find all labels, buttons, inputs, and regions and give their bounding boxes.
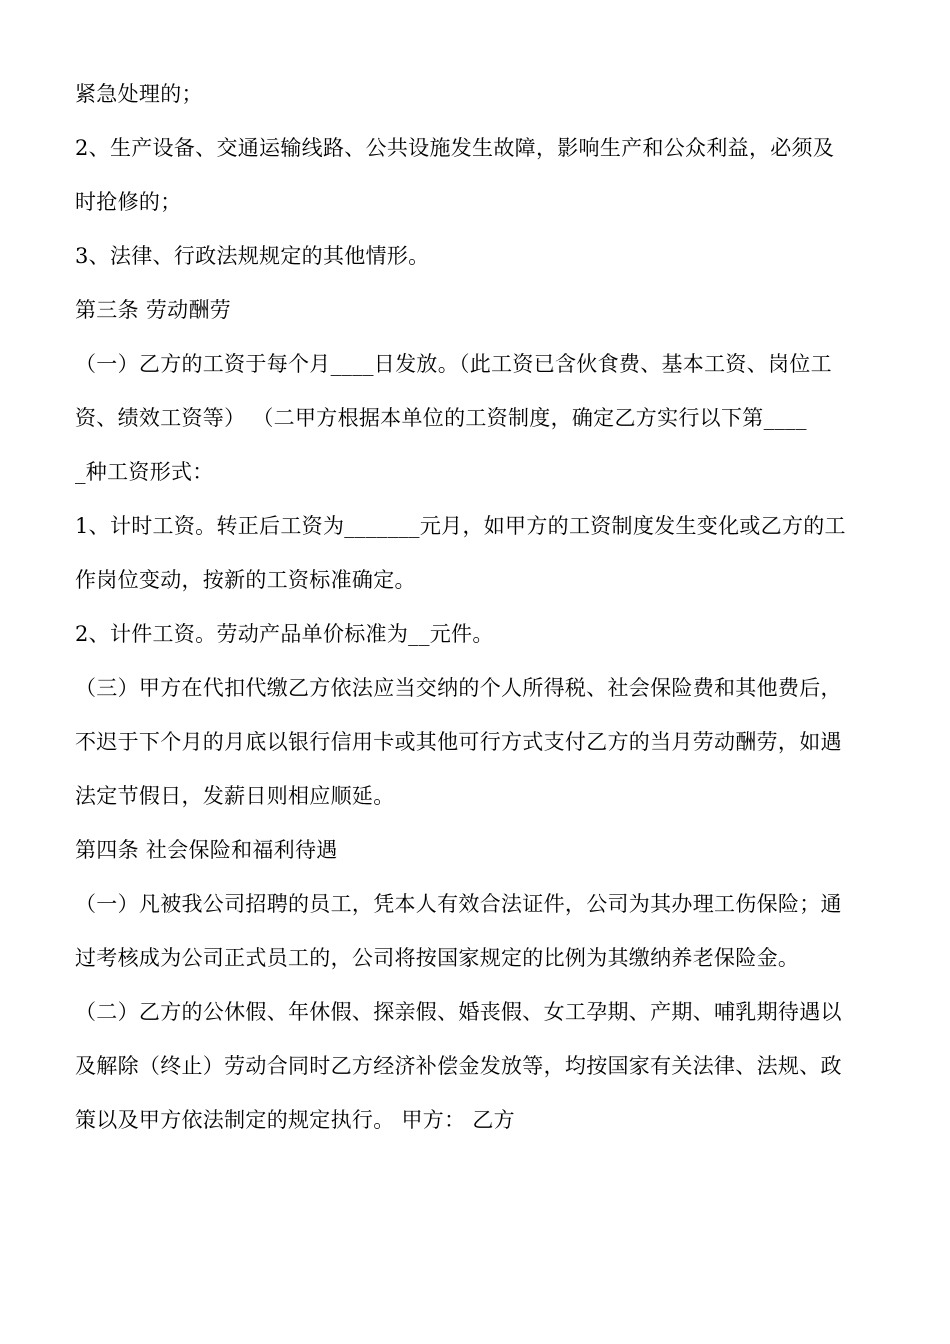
- text-line: （一）乙方的工资于每个月____日发放。（此工资已含伙食费、基本工资、岗位工: [75, 352, 832, 376]
- text-line: 作岗位变动，按新的工资标准确定。: [75, 568, 416, 592]
- text-line: 2、计件工资。劳动产品单价标准为__元件。: [75, 622, 494, 646]
- text-line: 1、计时工资。转正后工资为_______元月，如甲方的工资制度发生变化或乙方的工: [75, 514, 846, 538]
- text-line: （一）凡被我公司招聘的员工，凭本人有效合法证件，公司为其办理工伤保险；通: [75, 892, 842, 916]
- text-line: 3、法律、行政法规规定的其他情形。: [75, 244, 430, 268]
- signature-line: 策以及甲方依法制定的规定执行。 甲方： 乙方: [75, 1108, 515, 1132]
- text-line: （三）甲方在代扣代缴乙方依法应当交纳的个人所得税、社会保险费和其他费后，: [75, 676, 842, 700]
- text-line: _种工资形式：: [75, 460, 214, 484]
- text-line: （二）乙方的公休假、年休假、探亲假、婚丧假、女工孕期、产期、哺乳期待遇以: [75, 1000, 842, 1024]
- text-line: 不迟于下个月的月底以银行信用卡或其他可行方式支付乙方的当月劳动酬劳，如遇: [75, 730, 842, 754]
- document-page: [75, 80, 880, 1160]
- text-line: 2、生产设备、交通运输线路、公共设施发生故障，影响生产和公众利益，必须及: [75, 136, 835, 160]
- text-line: 时抢修的；: [75, 190, 182, 214]
- section-heading: 第四条 社会保险和福利待遇: [75, 838, 338, 862]
- text-line: 法定节假日，发薪日则相应顺延。: [75, 784, 395, 808]
- section-heading: 第三条 劳动酬劳: [75, 298, 232, 322]
- text-line: 过考核成为公司正式员工的，公司将按国家规定的比例为其缴纳养老保险金。: [75, 946, 800, 970]
- text-line: 紧急处理的；: [75, 82, 203, 106]
- text-line: 及解除（终止）劳动合同时乙方经济补偿金发放等，均按国家有关法律、法规、政: [75, 1054, 842, 1078]
- text-line: 资、绩效工资等） （二甲方根据本单位的工资制度，确定乙方实行以下第____: [75, 406, 807, 430]
